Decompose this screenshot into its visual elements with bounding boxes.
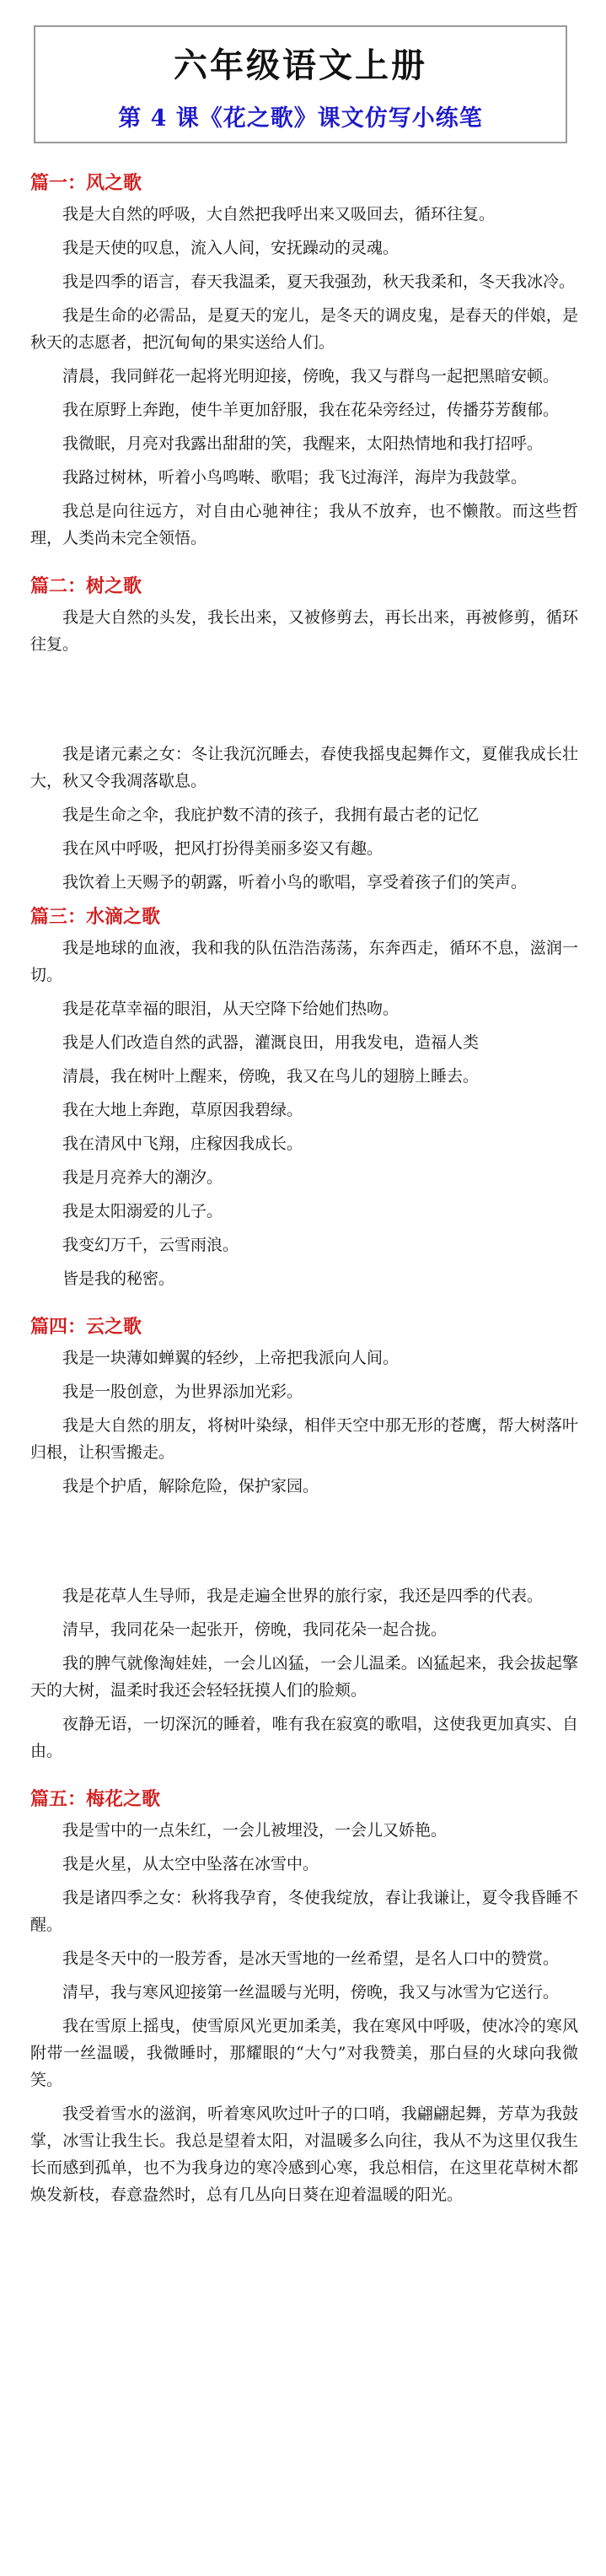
paragraph: 我是雪中的一点朱红，一会儿被埋没，一会儿又娇艳。 — [62, 1821, 448, 1840]
paragraph: 清晨，我同鲜花一起将光明迎接，傍晚，我又与群鸟一起把黑暗安顿。 — [62, 367, 560, 385]
paragraph: 我路过树林，听着小鸟鸣啭、歌唱；我飞过海洋，海岸为我鼓掌。 — [62, 468, 528, 487]
paragraph: 我是天使的叹息，流入人间，安抚躁动的灵魂。 — [62, 239, 400, 257]
section-title-plum-blossom: 篇五：梅花之歌 — [30, 1788, 161, 1810]
page-title: 六年级语文上册 — [174, 46, 427, 85]
paragraph: 我是一块薄如蝉翼的轻纱，上帝把我派向人间。 — [62, 1349, 400, 1367]
paragraph: 我微眠，月亮对我露出甜甜的笑，我醒来，太阳热情地和我打招呼。 — [62, 434, 544, 453]
paragraph: 我是大自然的朋友，将树叶染绿，相伴天空中那无形的苍鹰，帮大树落叶归根，让积雪搬走。 — [30, 1416, 578, 1462]
paragraph: 我是个护盾，解除危险，保护家园。 — [62, 1477, 319, 1495]
paragraph: 夜静无语，一切深沉的睡着，唯有我在寂寞的歌唱，这使我更加真实、自由。 — [30, 1715, 578, 1760]
paragraph: 我是人们改造自然的武器，灌溉良田，用我发电，造福人类 — [62, 1033, 480, 1052]
article-body — [30, 169, 578, 2215]
paragraph: 我在大地上奔跑，草原因我碧绿。 — [62, 1101, 303, 1119]
paragraph: 清早，我同花朵一起张开，傍晚，我同花朵一起合拢。 — [62, 1620, 448, 1639]
paragraph: 我是花草幸福的眼泪，从天空降下给她们热吻。 — [62, 1000, 400, 1018]
paragraph: 我是花草人生导师，我是走遍全世界的旅行家，我还是四季的代表。 — [62, 1587, 544, 1605]
paragraph: 我在原野上奔跑，使牛羊更加舒服，我在花朵旁经过，传播芬芳馥郁。 — [62, 401, 560, 419]
section-title-tree: 篇二：树之歌 — [30, 575, 142, 597]
paragraph: 我是诸元素之女：冬让我沉沉睡去，春使我摇曳起舞作文，夏催我成长壮大，秋又令我凋落歇息。 — [30, 745, 578, 790]
paragraph: 我饮着上天赐予的朝露，听着小鸟的歌唱，享受着孩子们的笑声。 — [62, 873, 528, 892]
paragraph: 我变幻万千，云雪雨浪。 — [62, 1236, 239, 1254]
page-subtitle: 第 4 课《花之歌》课文仿写小练笔 — [118, 105, 483, 132]
paragraph: 我在风中呼吸，把风打扮得美丽多姿又有趣。 — [62, 839, 383, 858]
section-title-water: 篇三：水滴之歌 — [30, 906, 161, 928]
paragraph: 清早，我与寒风迎接第一丝温暖与光明，傍晚，我又与冰雪为它送行。 — [62, 1983, 560, 2002]
paragraph: 我是冬天中的一股芳香，是冰天雪地的一丝希望，是名人口中的赞赏。 — [62, 1949, 560, 1968]
paragraph: 我的脾气就像淘娃娃，一会儿凶猛，一会儿温柔。凶猛起来，我会拔起擎天的大树，温柔时我还会轻轻抚摸人们的脸颊。 — [30, 1654, 578, 1700]
paragraph: 我在清风中飞翔，庄稼因我成长。 — [62, 1134, 303, 1153]
spacer — [30, 1506, 578, 1582]
paragraph: 我受着雪水的滋润，听着寒风吹过叶子的口哨，我翩翩起舞，芳草为我鼓掌，冰雪让我生长。我总是望着太阳，对温暖多么向往，我从不为这里仅我生长而感到孤单，也不为我身边的寒冷感到心寒，我总相信，在这里花草树木都焕发新枝，春意盎然时，总有几丛向日葵在迎着温暖的阳光。 — [30, 2104, 578, 2204]
paragraph: 我是月亮养大的潮汐。 — [62, 1168, 223, 1187]
paragraph: 我是生命的必需品，是夏天的宠儿，是冬天的调皮鬼，是春天的伴娘，是秋天的志愿者，把沉甸甸的果实送给人们。 — [30, 306, 578, 352]
paragraph: 皆是我的秘密。 — [62, 1269, 175, 1288]
paragraph: 我是一股创意，为世界添加光彩。 — [62, 1382, 303, 1401]
paragraph: 清晨，我在树叶上醒来，傍晚，我又在鸟儿的翅膀上睡去。 — [62, 1067, 480, 1086]
paragraph: 我总是向往远方，对自由心驰神往；我从不放弃，也不懒散。而这些哲理，人类尚未完全领悟。 — [30, 502, 578, 547]
paragraph: 我是大自然的呼吸，大自然把我呼出来又吸回去，循环往复。 — [62, 205, 496, 224]
section-title-wind: 篇一：风之歌 — [30, 172, 142, 194]
paragraph: 我是大自然的头发，我长出来，又被修剪去，再长出来，再被修剪，循环往复。 — [30, 608, 578, 654]
paragraph: 我是太阳溺爱的儿子。 — [62, 1202, 223, 1221]
paragraph: 我在雪原上摇曳，使雪原风光更加柔美，我在寒风中呼吸，使冰冷的寒风附带一丝温暖，我微睡时，那耀眼的“大勺”对我赞美，那白昼的火球向我微笑。 — [30, 2017, 578, 2089]
paragraph: 我是四季的语言，春天我温柔，夏天我强劲，秋天我柔和，冬天我冰冷。 — [62, 272, 576, 291]
paragraph: 我是火星，从太空中坠落在冰雪中。 — [62, 1855, 319, 1873]
paragraph: 我是地球的血液，我和我的队伍浩浩荡荡，东奔西走，循环不息，滋润一切。 — [30, 939, 578, 984]
spacer — [30, 1299, 578, 1312]
paragraph: 我是诸四季之女：秋将我孕育，冬使我绽放，春让我谦让，夏令我昏睡不醒。 — [30, 1889, 578, 1934]
section-title-cloud: 篇四：云之歌 — [30, 1316, 142, 1338]
paragraph: 我是生命之伞，我庇护数不清的孩子，我拥有最古老的记忆 — [62, 806, 480, 824]
spacer — [30, 1771, 578, 1785]
spacer — [30, 665, 578, 741]
header-box — [34, 25, 567, 143]
spacer — [30, 558, 578, 572]
